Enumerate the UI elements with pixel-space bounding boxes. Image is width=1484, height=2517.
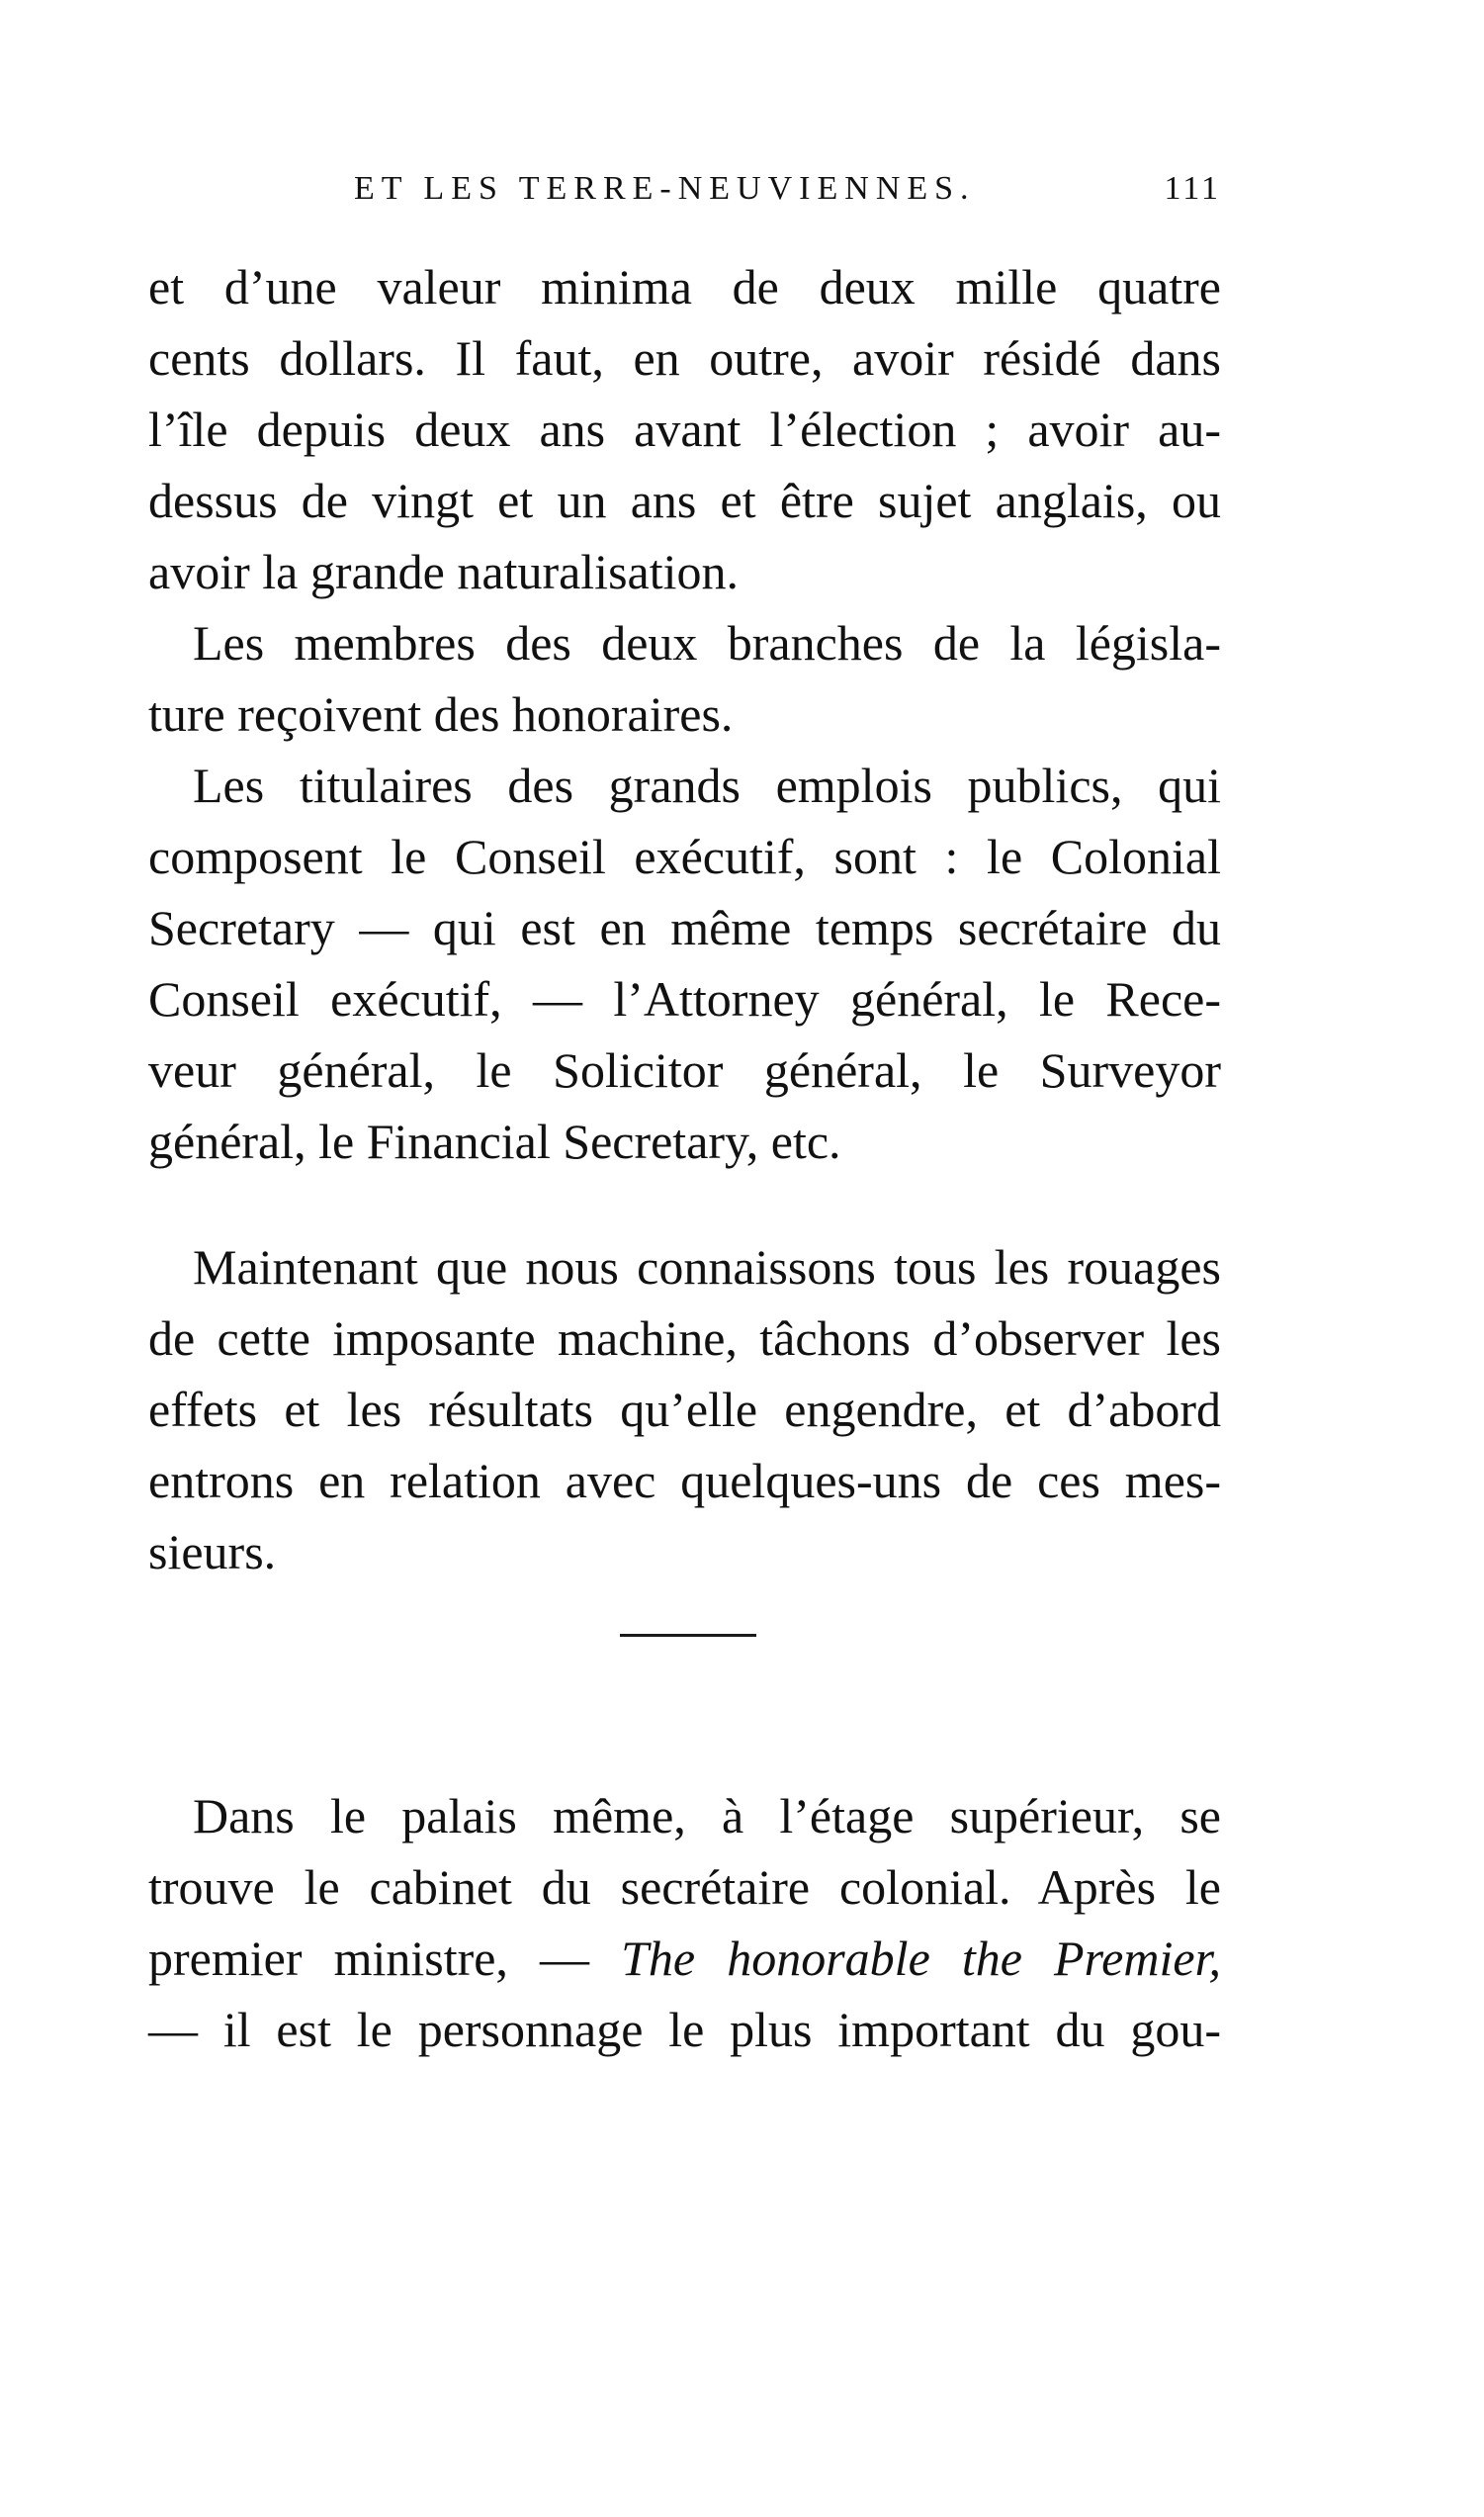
paragraph-line: dessus de vingt et un ans et être sujet anglais, ou: [148, 473, 1221, 528]
paragraph-line: Dans le palais même, à l’étage supérieur, se: [193, 1788, 1221, 1843]
paragraph-line: avoir la grande naturalisation.: [148, 544, 739, 599]
paragraph-line: — il est le personnage le plus important du gou-: [148, 2002, 1221, 2057]
section-2-text: [148, 1231, 1221, 1587]
paragraph-line: Secretary — qui est en même temps secrétaire du: [148, 900, 1221, 955]
paragraph-line: général, le Financial Secretary, etc.: [148, 1114, 841, 1169]
paragraph-line: trouve le cabinet du secrétaire colonial. Après le: [148, 1859, 1221, 1915]
paragraph-line: ture reçoivent des honoraires.: [148, 686, 734, 742]
running-title: ET LES TERRE-NEUVIENNES.: [354, 170, 976, 207]
paragraph-line: l’île depuis deux ans avant l’élection ; avoir au-: [148, 402, 1221, 457]
paragraph-line: Les membres des deux branches de la législa-: [193, 615, 1221, 671]
paragraph-line: et d’une valeur minima de deux mille quatre: [148, 259, 1221, 315]
paragraph-line: Conseil exécutif, — l’Attorney général, le Rece-: [148, 971, 1221, 1027]
paragraph-line: [148, 1923, 1221, 1994]
paragraph-line: sieurs.: [148, 1524, 277, 1579]
paragraph-line: veur général, le Solicitor général, le Surveyor: [148, 1042, 1221, 1098]
paragraph-line: Les titulaires des grands emplois publics, qui: [193, 758, 1221, 813]
italic-title-text: The honorable the Premier,: [621, 1931, 1221, 1986]
section-1-text: [148, 251, 1221, 1177]
section-divider-rule: [620, 1634, 756, 1637]
paragraph-line: Maintenant que nous connaissons tous les rouages: [193, 1239, 1221, 1295]
section-3-text: [148, 1780, 1221, 2065]
page-number: 111: [1164, 170, 1221, 207]
paragraph-line: cents dollars. Il faut, en outre, avoir résidé dans: [148, 330, 1221, 386]
paragraph-line: entrons en relation avec quelques-uns de ces mes-: [148, 1453, 1221, 1508]
paragraph-line: composent le Conseil exécutif, sont : le Colonial: [148, 829, 1221, 884]
running-head: [148, 170, 1221, 220]
paragraph-line: effets et les résultats qu’elle engendre, et d’abord: [148, 1382, 1221, 1437]
paragraph-line-text: premier ministre, —: [148, 1931, 622, 1986]
paragraph-line: de cette imposante machine, tâchons d’observer les: [148, 1310, 1221, 1366]
